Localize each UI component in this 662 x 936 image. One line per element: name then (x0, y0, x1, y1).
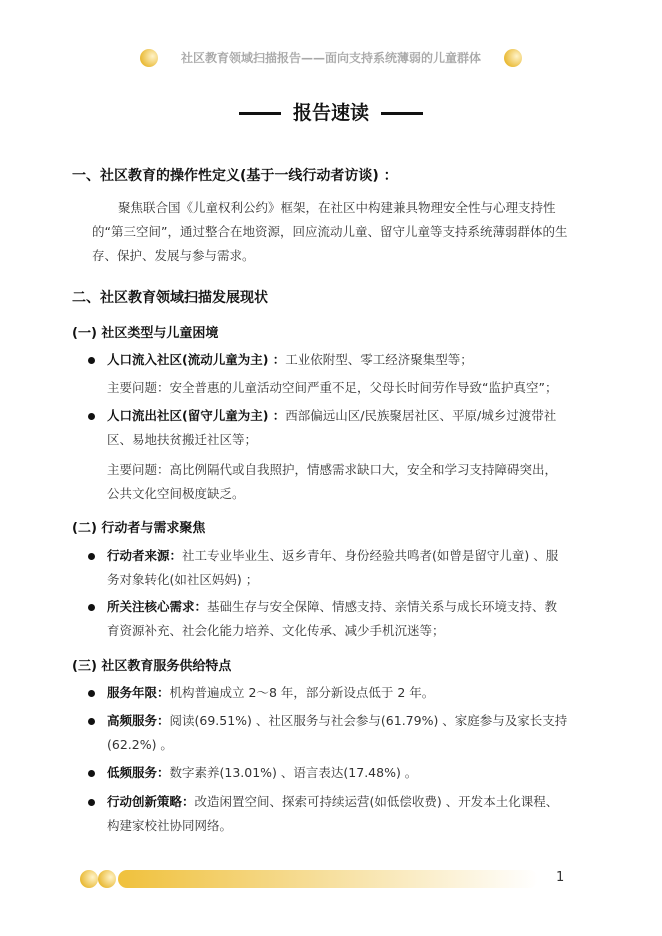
item-label: 服务年限： (107, 685, 170, 700)
item-label: 行动者来源： (107, 548, 183, 563)
item-text: 社工专业毕业生、返乡青年、身份经验共鸣者(如曾是留守儿童) 、服务对象转化(如社区妈妈) ； (107, 548, 559, 587)
item-label: 人口流入社区(流动儿童为主) ： (107, 352, 286, 367)
sub3-heading: (三) 社区教育服务供给特点 (72, 659, 232, 674)
page-number: 1 (556, 870, 565, 885)
title-text: 报告速读 (292, 102, 369, 124)
bullet-icon (88, 718, 95, 725)
list-item (107, 761, 569, 785)
section1-body: 聚焦联合国《儿童权利公约》框架，在社区中构建兼具物理安全性与心理支持性的“第三空间”，通过整合在地资源，回应流动儿童、留守儿童等支持系统薄弱群体的生存、保护、发展与参与需求。 (92, 200, 568, 263)
bullet-icon (88, 770, 95, 777)
bullet-icon (88, 799, 95, 806)
bullet-icon (88, 690, 95, 697)
item-label: 低频服务： (107, 765, 170, 780)
item-text: 工业依附型、零工经济聚集型等； (285, 352, 473, 367)
footer-gradient-bar (118, 870, 538, 888)
footer-ornament-icon (80, 870, 98, 888)
item-text: 西部偏远山区/民族聚居社区、平原/城乡过渡带社区、易地扶贫搬迁社区等； (107, 408, 557, 447)
list-item (107, 790, 569, 838)
item-text: 改造闲置空间、探索可持续运营(如低偿收费) 、开发本土化课程、构建家校社协同网络。 (107, 794, 559, 833)
list-item (107, 595, 569, 643)
item-label: 所关注核心需求： (107, 599, 208, 614)
running-header: 社区教育领域扫描报告——面向支持系统薄弱的儿童群体 (180, 51, 481, 65)
list-item (107, 709, 569, 757)
bullet-icon (88, 553, 95, 560)
sub1-heading: (一) 社区类型与儿童困境 (72, 326, 219, 341)
header-ornament-right-icon (504, 49, 522, 67)
item-text: 数字素养(13.01%) 、语言表达(17.48%) 。 (169, 765, 418, 780)
sub2-heading: (二) 行动者与需求聚焦 (72, 521, 206, 536)
bullet-icon (88, 604, 95, 611)
item-text: 阅读(69.51%) 、社区服务与社会参与(61.79%) 、家庭参与及家长支持(62.2%) 。 (107, 713, 568, 752)
item-label: 人口流出社区(留守儿童为主) ： (107, 408, 286, 423)
section2-heading: 二、社区教育领域扫描发展现状 (72, 290, 268, 306)
item-text: 机构普遍成立 2～8 年，部分新设点低于 2 年。 (169, 685, 435, 700)
bullet-icon (88, 357, 95, 364)
bullet-icon (88, 413, 95, 420)
item-label: 高频服务： (107, 713, 170, 728)
item-issue: 主要问题：安全普惠的儿童活动空间严重不足，父母长时间劳作导致“监护真空”； (107, 380, 558, 395)
list-item (107, 681, 569, 705)
title-rule-left (239, 112, 281, 115)
item-issue: 主要问题：高比例隔代或自我照护，情感需求缺口大，安全和学习支持障碍突出，公共文化空间极度缺乏。 (107, 462, 558, 501)
footer-ornament-icon (98, 870, 116, 888)
page-title (0, 98, 662, 125)
item-label: 行动创新策略： (107, 794, 195, 809)
section1-heading: 一、社区教育的操作性定义(基于一线行动者访谈) ： (72, 168, 398, 184)
list-item (107, 544, 569, 592)
title-rule-right (381, 112, 423, 115)
list-item (107, 404, 569, 452)
list-item (107, 348, 569, 372)
item-text: 基础生存与安全保障、情感支持、亲情关系与成长环境支持、教育资源补充、社会化能力培养、文化传承、减少手机沉迷等； (107, 599, 558, 638)
